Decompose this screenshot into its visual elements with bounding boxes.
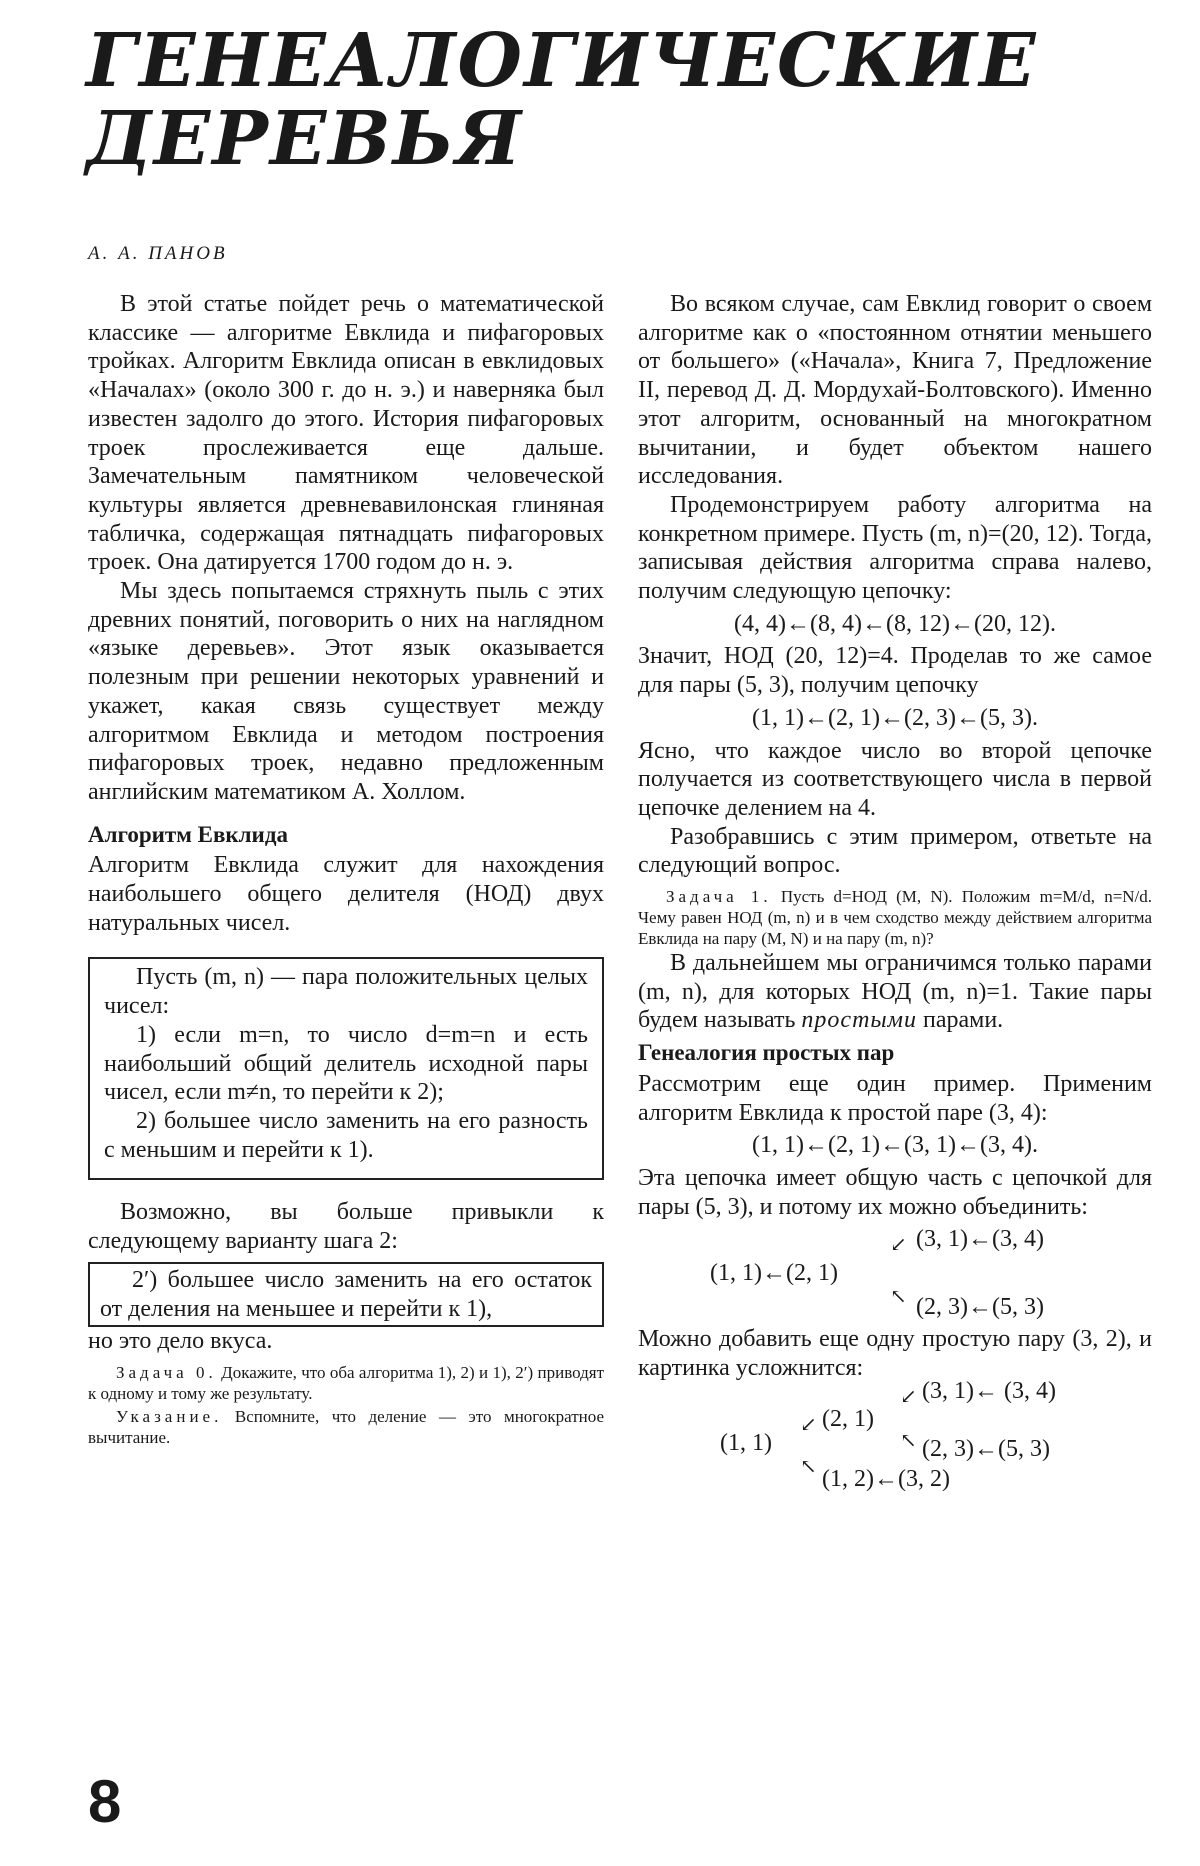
tree1-arrow-down-icon: ↖	[890, 1286, 907, 1309]
task-0	[88, 1362, 604, 1404]
title-line-2: ДЕРЕВЬЯ	[86, 96, 524, 182]
paragraph-euclid-def: Алгоритм Евклида служит для нахождения наибольшего общего делителя (НОД) двух натуральных чисел.	[88, 852, 604, 936]
tree2-arrow-sw-icon: ↙	[800, 1413, 817, 1436]
algorithm-step-2-prime: 2′) большее число заменить на его остаток от деления на меньшее и перейти к 1),	[100, 1266, 592, 1322]
chain-3-4: (1, 1)←(2, 1)←(3, 1)←(3, 4).	[752, 1132, 1038, 1159]
tree2-root: (1, 1)	[720, 1429, 772, 1456]
chain-20-12: (4, 4)←(8, 4)←(8, 12)←(20, 12).	[734, 610, 1056, 637]
paragraph-add-pair: Можно добавить еще одну простую пару (3, 2), и картинка усложнится:	[638, 1326, 1152, 1382]
left-column	[88, 290, 604, 1448]
paragraph-intro: В этой статье пойдет речь о математической классике — алгоритме Евклида и пифагоровых тройках. Алгоритм Евклида описан в евклидовых «Началах» (около 300 г. до н. э.) и наверняка был известен задолго до этого. История пифагоровых троек прослеживается еще дальше. Замечательным памятником человеческой культуры является древневавилонская глиняная табличка, содержащая пятнадцать пифагоровых троек. Она датируется 1700 годом до н. э.	[88, 291, 604, 576]
tree-diagram-1	[638, 1221, 1152, 1325]
paragraph-trees: Мы здесь попытаемся стряхнуть пыль с этих древних понятий, поговорить о них на наглядном «языке деревьев». Этот язык оказывается полезным при решении некоторых уравнений и укажет, какая связь существует между алгоритмом Евклида и методом построения пифагоровых троек, недавно предложенным английским математиком А. Холлом.	[88, 578, 604, 805]
task-1-text: Пусть d=НОД (M, N). Положим m=M/d, n=N/d. Чему равен НОД (m, n) и в чем сходство между действием алгоритма Евклида на пару (M, N) и на пару (m, n)?	[638, 887, 1153, 949]
algorithm-variant-box	[88, 1262, 604, 1327]
paragraph-another-example: Рассмотрим еще один пример. Применим алгоритм Евклида к простой паре (3, 4):	[638, 1070, 1152, 1126]
algorithm-line-1: Пусть (m, n) — пара положительных целых чисел:	[104, 964, 588, 1020]
paragraph-gcd: Значит, НОД (20, 12)=4. Проделав то же самое для пары (5, 3), получим цепочку	[638, 643, 1152, 699]
author: А. А. ПАНОВ	[88, 243, 228, 264]
task-0-label: Задача 0.	[116, 1362, 217, 1382]
hint	[88, 1406, 604, 1448]
algorithm-step-1: 1) если m=n, то число d=m=n и есть наибольший общий делитель исходной пары чисел, если m≠n, то перейти к 2);	[104, 1021, 588, 1106]
paragraph-variant: Возможно, вы больше привыкли к следующему варианту шага 2:	[88, 1199, 604, 1255]
tree2-arrow-mid-icon: ↖	[900, 1429, 917, 1452]
paragraph-simple-pairs	[638, 949, 1152, 1035]
tree1-lower-branch: (2, 3)←(5, 3)	[916, 1294, 1044, 1321]
tree2-mid-right: (2, 3)←(5, 3)	[922, 1435, 1050, 1462]
paragraph-division: Ясно, что каждое число во второй цепочке получается из соответствующего числа в первой цепочке делением на 4.	[638, 737, 1152, 821]
algorithm-step-2: 2) большее число заменить на его разность с меньшим и перейти к 1).	[104, 1107, 588, 1163]
task-1	[638, 886, 1152, 949]
hint-text: Вспомните, что деление — это многократное вычитание.	[88, 1406, 605, 1447]
tree2-mid: (2, 1)	[822, 1405, 874, 1432]
article-title	[86, 18, 1086, 182]
tree2-arrow-nw-icon: ↖	[800, 1455, 817, 1478]
tree2-top: (3, 1)← (3, 4)	[922, 1377, 1056, 1404]
tree-diagram-2	[638, 1377, 1152, 1501]
task-1-label: Задача 1.	[666, 887, 772, 907]
section-heading-genealogy: Генеалогия простых пар	[638, 1040, 895, 1066]
paragraph-euclid-quote: Во всяком случае, сам Евклид говорит о своем алгоритме как о «постоянном отнятии меньшего от большего» («Начала», Книга 7, Предложение II, перевод Д. Д. Мордухай-Болтовского). Именно этот алгоритм, основанный на многократном вычитании, и будет объектом нашего исследования.	[638, 291, 1152, 490]
simple-pairs-text-b: парами.	[922, 1007, 1004, 1034]
simple-pairs-term: простыми	[801, 1007, 917, 1034]
paragraph-taste: но это дело вкуса.	[88, 1328, 273, 1355]
simple-pairs-text-a: В дальнейшем мы ограничимся только парами (m, n), для которых НОД (m, n)=1. Такие пары будем называть	[638, 950, 1152, 1034]
algorithm-box	[88, 957, 604, 1180]
paragraph-combine: Эта цепочка имеет общую часть с цепочкой для пары (5, 3), и потому их можно объединить:	[638, 1164, 1152, 1220]
section-heading-euclid: Алгоритм Евклида	[88, 821, 288, 847]
tree1-upper-branch: (3, 1)←(3, 4)	[916, 1226, 1044, 1253]
tree2-bottom: (1, 2)←(3, 2)	[822, 1465, 950, 1492]
tree1-root: (1, 1)←(2, 1)	[710, 1260, 838, 1287]
tree2-arrow-top-icon: ↙	[900, 1385, 917, 1408]
chain-5-3: (1, 1)←(2, 1)←(2, 3)←(5, 3).	[752, 704, 1038, 731]
page-number: 8	[88, 1768, 122, 1835]
paragraph-example: Продемонстрируем работу алгоритма на конкретном примере. Пусть (m, n)=(20, 12). Тогда, записывая действия алгоритма справа налево, получим следующую цепочку:	[638, 491, 1152, 605]
title-line-1: ГЕНЕАЛОГИЧЕСКИЕ	[86, 18, 1038, 104]
paragraph-question: Разобравшись с этим примером, ответьте на следующий вопрос.	[638, 823, 1152, 879]
right-column	[638, 290, 1152, 1501]
hint-label: Указание.	[116, 1406, 223, 1426]
tree1-arrow-up-icon: ↙	[890, 1234, 907, 1257]
task-0-text: Докажите, что оба алгоритма 1), 2) и 1), 2′) приводят к одному и тому же результату.	[88, 1362, 605, 1403]
